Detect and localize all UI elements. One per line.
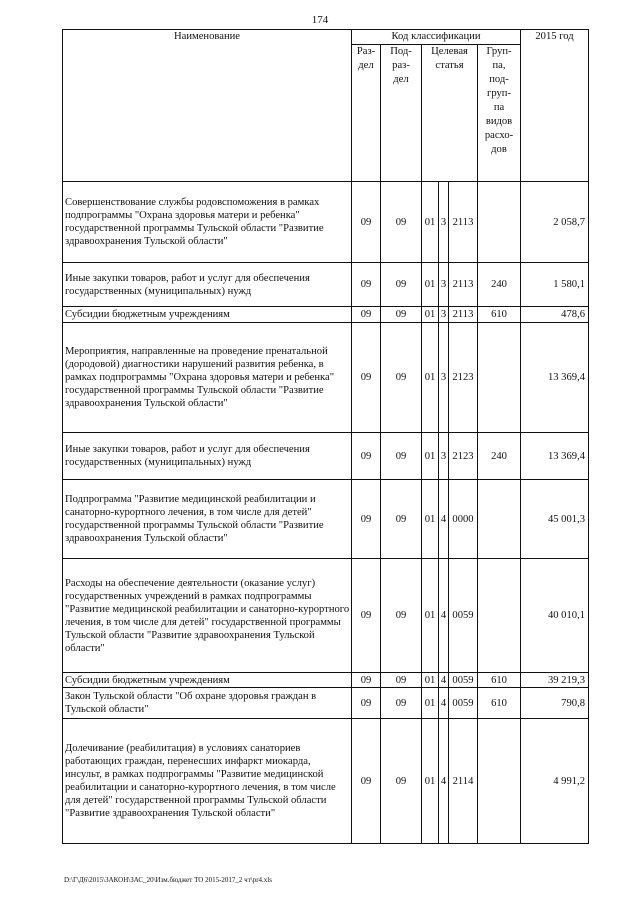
row-target-direction: 2113 [449,182,478,263]
row-target-subprogram: 3 [439,323,449,433]
row-amount: 13 369,4 [521,323,589,433]
row-razdel: 09 [352,719,381,844]
header-razdel: Раз- дел [352,45,381,182]
table-row [63,719,589,844]
row-expense-group [478,182,521,263]
row-target-program: 01 [422,182,439,263]
row-amount: 4 991,2 [521,719,589,844]
row-target-program: 01 [422,433,439,480]
row-podrazdel: 09 [381,433,422,480]
row-amount: 39 219,3 [521,673,589,688]
row-amount: 13 369,4 [521,433,589,480]
table-row [63,323,589,433]
row-target-program: 01 [422,263,439,307]
row-target-program: 01 [422,480,439,559]
footer-file-path: D:\Г\Д6\2015\ЗАКОН\ЗАС_20\Изм.бюджет ТО 2015-2017_2 чт\pr4.xls [64,876,272,884]
row-expense-group: 610 [478,307,521,323]
row-target-program: 01 [422,719,439,844]
row-name: Мероприятия, направленные на проведение пренатальной (дородовой) диагностики нарушений развития ребенка, в рамках подпрограммы "Охрана здоровья матери и ребенка" государственной программы Тульской области "Развитие здравоохранения Тульской области" [63,323,352,433]
row-razdel: 09 [352,323,381,433]
row-target-subprogram: 4 [439,688,449,719]
row-target-direction: 0059 [449,559,478,673]
budget-table [62,29,589,844]
row-razdel: 09 [352,559,381,673]
row-target-subprogram: 4 [439,673,449,688]
row-target-direction: 0059 [449,688,478,719]
header-name: Наименование [63,30,352,182]
row-razdel: 09 [352,307,381,323]
row-expense-group: 240 [478,433,521,480]
row-target-program: 01 [422,307,439,323]
row-amount: 1 580,1 [521,263,589,307]
row-name: Иные закупки товаров, работ и услуг для обеспечения государственных (муниципальных) нужд [63,263,352,307]
row-target-direction: 2123 [449,433,478,480]
row-target-subprogram: 3 [439,307,449,323]
row-razdel: 09 [352,673,381,688]
table-row [63,433,589,480]
row-target-subprogram: 4 [439,480,449,559]
row-target-direction: 0059 [449,673,478,688]
row-podrazdel: 09 [381,323,422,433]
table-row [63,673,589,688]
row-name: Иные закупки товаров, работ и услуг для обеспечения государственных (муниципальных) нужд [63,433,352,480]
row-razdel: 09 [352,480,381,559]
row-amount: 45 001,3 [521,480,589,559]
row-target-direction: 2113 [449,307,478,323]
table-row [63,182,589,263]
table-row [63,559,589,673]
row-podrazdel: 09 [381,673,422,688]
header-podrazdel: Под- раз- дел [381,45,422,182]
row-expense-group [478,719,521,844]
row-target-program: 01 [422,559,439,673]
row-podrazdel: 09 [381,688,422,719]
row-target-program: 01 [422,688,439,719]
row-amount: 478,6 [521,307,589,323]
row-podrazdel: 09 [381,263,422,307]
row-podrazdel: 09 [381,559,422,673]
header-code-group: Код классификации [352,30,521,45]
row-name: Субсидии бюджетным учреждениям [63,307,352,323]
row-name: Совершенствование службы родовспоможения в рамках подпрограммы "Охрана здоровья матери и ребенка" государственной программы Тульской области "Развитие здравоохранения Тульской области" [63,182,352,263]
row-name: Закон Тульской области "Об охране здоровья граждан в Тульской области" [63,688,352,719]
header-group: Груп- па, под- груп- па видов расхо- дов [478,45,521,182]
table-body [63,182,589,844]
row-target-direction: 0000 [449,480,478,559]
row-podrazdel: 09 [381,480,422,559]
row-amount: 2 058,7 [521,182,589,263]
row-target-direction: 2114 [449,719,478,844]
row-target-direction: 2113 [449,263,478,307]
row-expense-group [478,323,521,433]
row-target-program: 01 [422,323,439,433]
header-year: 2015 год [521,30,589,182]
row-name: Субсидии бюджетным учреждениям [63,673,352,688]
page-number: 174 [311,14,329,26]
row-name: Расходы на обеспечение деятельности (оказание услуг) государственных учреждений в рамках подпрограммы "Развитие медицинской реабилитации и санаторно-курортного лечения, в том числе для детей" государственной программы Тульской области "Развитие здравоохранения Тульской области" [63,559,352,673]
row-razdel: 09 [352,688,381,719]
row-target-subprogram: 4 [439,719,449,844]
table-row [63,688,589,719]
table-row [63,307,589,323]
row-expense-group: 610 [478,673,521,688]
row-razdel: 09 [352,182,381,263]
row-razdel: 09 [352,263,381,307]
row-name: Подпрограмма "Развитие медицинской реабилитации и санаторно-курортного лечения, в том числе для детей" государственной программы Тульской области "Развитие здравоохранения Тульской области" [63,480,352,559]
row-amount: 40 010,1 [521,559,589,673]
row-amount: 790,8 [521,688,589,719]
row-podrazdel: 09 [381,719,422,844]
row-podrazdel: 09 [381,307,422,323]
table-row [63,480,589,559]
row-target-subprogram: 3 [439,263,449,307]
row-expense-group: 610 [478,688,521,719]
row-target-subprogram: 3 [439,182,449,263]
table-row [63,263,589,307]
row-target-subprogram: 4 [439,559,449,673]
row-name: Долечивание (реабилитация) в условиях санаториев работающих граждан, перенесших инфаркт миокарда, инсульт, в рамках подпрограммы "Развитие медицинской реабилитации и санаторно-курортного лечения, в том числе для детей" государственной программы Тульской области "Развитие здравоохранения Тульской области" [63,719,352,844]
row-target-direction: 2123 [449,323,478,433]
row-target-subprogram: 3 [439,433,449,480]
row-target-program: 01 [422,673,439,688]
row-expense-group: 240 [478,263,521,307]
row-podrazdel: 09 [381,182,422,263]
header-target: Целевая статья [422,45,478,182]
row-expense-group [478,480,521,559]
row-expense-group [478,559,521,673]
row-razdel: 09 [352,433,381,480]
